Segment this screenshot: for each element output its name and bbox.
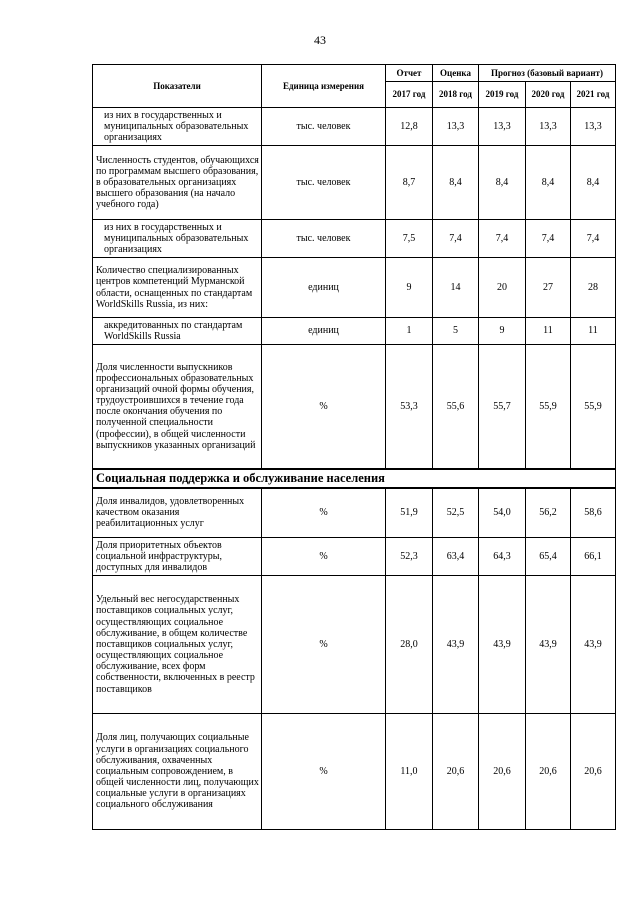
table-row [93, 108, 616, 146]
value-2021: 11 [571, 318, 616, 345]
value-2020: 7,4 [526, 220, 571, 258]
value-2021: 13,3 [571, 108, 616, 146]
value-2019: 8,4 [479, 146, 526, 220]
value-2019: 43,9 [479, 576, 526, 714]
indicator-cell: из них в государственных и муниципальных образовательных организациях [93, 108, 262, 146]
indicators-table [92, 64, 616, 830]
unit-cell: тыс. человек [262, 108, 386, 146]
value-2020: 13,3 [526, 108, 571, 146]
header-unit: Единица измерения [262, 65, 386, 108]
indicator-cell: Удельный вес негосударственных поставщиков социальных услуг, осуществляющих социальное обслуживание, в общем количестве поставщиков социальных услуг, осуществляющих социальное обслуживание, всех форм собственности, включенных в реестр поставщиков [93, 576, 262, 714]
value-2021: 55,9 [571, 345, 616, 469]
value-2018: 7,4 [433, 220, 479, 258]
header-year-2021: 2021 год [571, 82, 616, 108]
header-year-2019: 2019 год [479, 82, 526, 108]
value-2020: 27 [526, 258, 571, 318]
unit-cell: % [262, 538, 386, 576]
value-2019: 20 [479, 258, 526, 318]
value-2019: 20,6 [479, 714, 526, 830]
value-2019: 64,3 [479, 538, 526, 576]
section-title: Социальная поддержка и обслуживание населения [93, 469, 616, 488]
value-2017: 52,3 [386, 538, 433, 576]
table-row [93, 146, 616, 220]
table-row [93, 576, 616, 714]
header-year-2017: 2017 год [386, 82, 433, 108]
value-2021: 7,4 [571, 220, 616, 258]
value-2020: 20,6 [526, 714, 571, 830]
value-2017: 8,7 [386, 146, 433, 220]
header-indicator: Показатели [93, 65, 262, 108]
value-2019: 9 [479, 318, 526, 345]
unit-cell: % [262, 345, 386, 469]
value-2017: 53,3 [386, 345, 433, 469]
value-2017: 12,8 [386, 108, 433, 146]
table-row [93, 345, 616, 469]
value-2020: 65,4 [526, 538, 571, 576]
indicator-cell: аккредитованных по стандартам WorldSkills Russia [93, 318, 262, 345]
table-row [93, 488, 616, 538]
value-2021: 20,6 [571, 714, 616, 830]
unit-cell: % [262, 714, 386, 830]
value-2019: 54,0 [479, 488, 526, 538]
value-2017: 11,0 [386, 714, 433, 830]
indicator-cell: Доля инвалидов, удовлетворенных качеством оказания реабилитационных услуг [93, 488, 262, 538]
value-2019: 55,7 [479, 345, 526, 469]
value-2018: 63,4 [433, 538, 479, 576]
value-2019: 13,3 [479, 108, 526, 146]
value-2018: 14 [433, 258, 479, 318]
value-2017: 9 [386, 258, 433, 318]
unit-cell: единиц [262, 318, 386, 345]
value-2017: 1 [386, 318, 433, 345]
value-2021: 28 [571, 258, 616, 318]
table-row [93, 220, 616, 258]
value-2020: 43,9 [526, 576, 571, 714]
indicator-cell: Доля численности выпускников профессиональных образовательных организаций очной формы обучения, трудоустроившихся в течение года после окончания обучения по полученной специальности (профессии), в общей численности выпускников указанных организаций [93, 345, 262, 469]
value-2021: 43,9 [571, 576, 616, 714]
indicator-cell: Доля приоритетных объектов социальной инфраструктуры, доступных для инвалидов [93, 538, 262, 576]
value-2017: 51,9 [386, 488, 433, 538]
indicator-cell: из них в государственных и муниципальных образовательных организациях [93, 220, 262, 258]
indicator-cell: Доля лиц, получающих социальные услуги в организациях социального обслуживания, охваченных социальным сопровождением, в общей численности лиц, получающих социальные услуги в организациях социального обслуживания [93, 714, 262, 830]
indicator-cell: Количество специализированных центров компетенций Мурманской области, оснащенных по стандартам WorldSkills Russia, из них: [93, 258, 262, 318]
value-2018: 5 [433, 318, 479, 345]
value-2020: 11 [526, 318, 571, 345]
table-row [93, 318, 616, 345]
header-forecast: Прогноз (базовый вариант) [479, 65, 616, 82]
header-estimate: Оценка [433, 65, 479, 82]
value-2020: 8,4 [526, 146, 571, 220]
value-2018: 43,9 [433, 576, 479, 714]
value-2021: 66,1 [571, 538, 616, 576]
unit-cell: тыс. человек [262, 146, 386, 220]
header-year-2018: 2018 год [433, 82, 479, 108]
header-report: Отчет [386, 65, 433, 82]
unit-cell: % [262, 488, 386, 538]
value-2019: 7,4 [479, 220, 526, 258]
page-number: 43 [314, 33, 326, 47]
section-row [93, 469, 616, 488]
table-row [93, 538, 616, 576]
value-2021: 8,4 [571, 146, 616, 220]
unit-cell: единиц [262, 258, 386, 318]
unit-cell: тыс. человек [262, 220, 386, 258]
header-year-2020: 2020 год [526, 82, 571, 108]
value-2018: 20,6 [433, 714, 479, 830]
value-2018: 13,3 [433, 108, 479, 146]
value-2017: 28,0 [386, 576, 433, 714]
table-row [93, 714, 616, 830]
value-2018: 8,4 [433, 146, 479, 220]
unit-cell: % [262, 576, 386, 714]
value-2021: 58,6 [571, 488, 616, 538]
indicator-cell: Численность студентов, обучающихся по программам высшего образования, в образовательных организациях высшего образования (на начало учебного года) [93, 146, 262, 220]
value-2018: 55,6 [433, 345, 479, 469]
value-2020: 56,2 [526, 488, 571, 538]
value-2017: 7,5 [386, 220, 433, 258]
value-2018: 52,5 [433, 488, 479, 538]
value-2020: 55,9 [526, 345, 571, 469]
table-row [93, 258, 616, 318]
